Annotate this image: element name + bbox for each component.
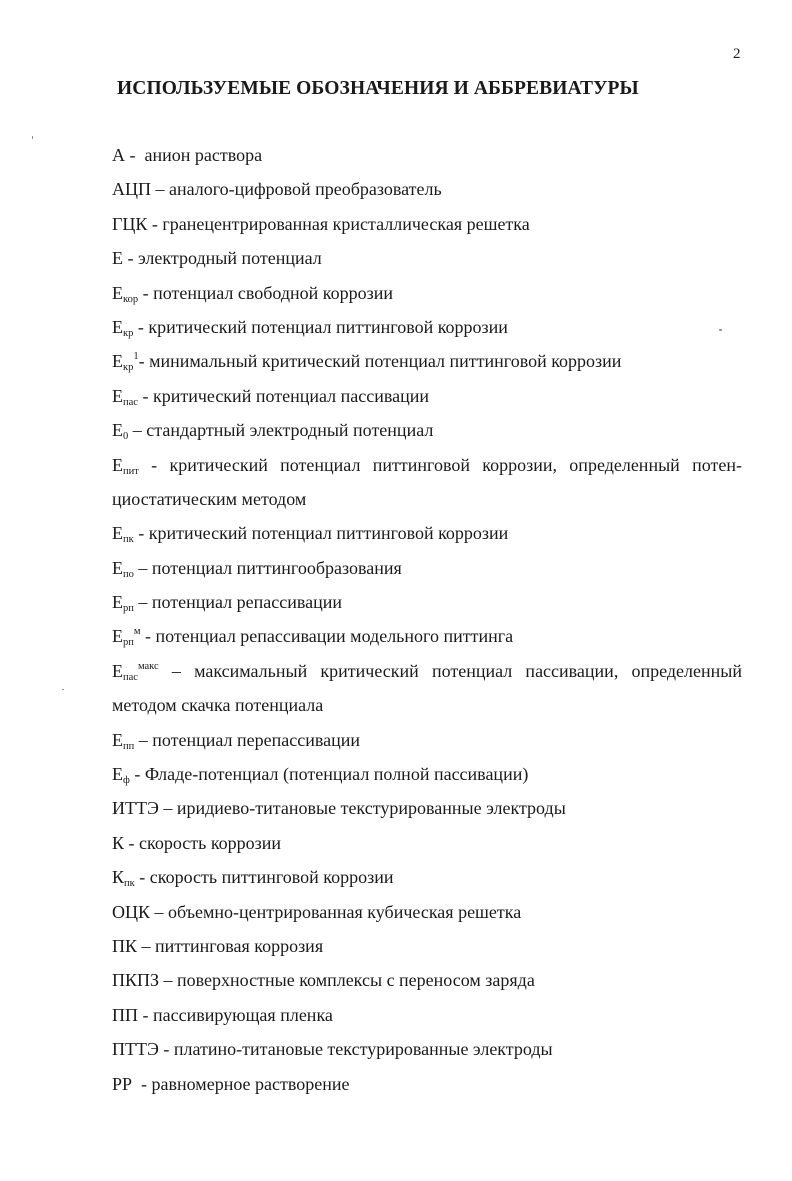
entry-separator: - <box>138 1004 153 1025</box>
entry-superscript: м <box>133 626 141 638</box>
entry-separator: - <box>124 832 140 853</box>
entry-superscript: 1 <box>133 351 139 363</box>
entry-subscript: рп <box>123 603 134 615</box>
entry-term: Е <box>112 316 123 337</box>
entry-term: Е <box>112 523 123 544</box>
entry-separator: – <box>159 970 178 991</box>
entry-definition: потенциал репассивации модельного питтинга <box>155 626 514 647</box>
entry-separator: - <box>123 248 138 269</box>
entry-subscript: пп <box>123 740 135 752</box>
entry-definition: Фладе-потенциал (потенциал полной пассивации) <box>144 764 529 785</box>
entry-separator: - <box>132 1073 152 1094</box>
entry-row <box>112 998 742 1032</box>
entry-term: Е <box>112 248 123 269</box>
entry-definition: потенциал питтингообразования <box>151 557 402 578</box>
entry-row <box>112 585 742 619</box>
entry-definition: потенциал перепассивации <box>152 729 361 750</box>
entry-term: Е <box>112 626 123 647</box>
entry-row <box>112 860 742 894</box>
scan-speck <box>32 136 33 139</box>
entry-row <box>112 344 742 378</box>
entry-term: К <box>112 832 125 853</box>
entry-separator: – <box>151 179 169 200</box>
entry-definition: питтинговая коррозия <box>155 935 324 956</box>
entry-row <box>112 551 742 585</box>
entry-row <box>112 138 742 172</box>
entry-separator: – <box>137 935 156 956</box>
entry-term: Е <box>112 764 123 785</box>
entry-term: Е <box>112 557 123 578</box>
entry-term: Е <box>112 729 123 750</box>
entry-separator: - <box>125 145 140 165</box>
entry-term: Е <box>112 420 123 441</box>
entry-row <box>112 172 742 206</box>
entry-separator: – <box>128 420 147 441</box>
entry-separator: - <box>134 867 150 888</box>
entry-row <box>112 757 742 791</box>
entry-definition: критический потенциал питтинговой коррозии, определенный потен- <box>169 454 742 475</box>
entry-subscript: по <box>123 568 134 580</box>
entry-separator: - <box>138 454 170 475</box>
entry-definition: стандартный электродный потенциал <box>146 420 434 441</box>
entry-definition: платино-титановые текстурированные электроды <box>173 1039 553 1060</box>
scan-speck <box>62 689 64 690</box>
entry-definition: объемно-центрированная кубическая решетка <box>168 901 522 922</box>
entry-term: ИТТЭ <box>112 798 159 819</box>
entry-separator: - <box>138 282 154 303</box>
entry-separator: – <box>134 729 153 750</box>
entry-term: Е <box>112 660 123 681</box>
entry-row <box>112 516 742 550</box>
entry-subscript: кр <box>123 362 134 374</box>
entry-row <box>112 895 742 929</box>
entry-continuation <box>112 688 742 722</box>
entry-term: ПК <box>112 935 138 956</box>
entry-definition: критический потенциал пассивации <box>152 385 429 406</box>
entry-term: ОЦК <box>112 901 151 922</box>
entry-term: Е <box>112 385 123 406</box>
entry-row <box>112 413 742 447</box>
abbreviation-list <box>112 138 742 1101</box>
entry-term: РР <box>112 1073 133 1094</box>
entry-subscript: пк <box>124 878 135 890</box>
entry-term: Е <box>112 592 123 613</box>
entry-term: ГЦК <box>112 213 148 234</box>
entry-separator: – <box>158 798 177 819</box>
entry-separator: - <box>138 351 150 372</box>
entry-row <box>112 310 742 344</box>
entry-row <box>112 654 742 688</box>
entry-subscript: пит <box>123 465 139 477</box>
entry-term: Е <box>112 282 123 303</box>
entry-term: Е <box>112 454 123 475</box>
entry-separator: – <box>133 557 152 578</box>
entry-definition: иридиево-титановые текстурированные электроды <box>176 798 566 819</box>
entry-separator: - <box>137 385 153 406</box>
entry-definition-cont: циостатическим методом <box>112 488 307 509</box>
entry-subscript: пас <box>123 671 138 683</box>
entry-row <box>112 379 742 413</box>
entry-row <box>112 276 742 310</box>
entry-subscript: кор <box>123 293 139 305</box>
entry-row <box>112 826 742 860</box>
entry-definition: минимальный критический потенциал питтинговой коррозии <box>149 351 622 372</box>
entry-row <box>112 963 742 997</box>
entry-subscript: ф <box>123 775 130 787</box>
entry-definition: скорость питтинговой коррозии <box>149 867 394 888</box>
entry-subscript: рп <box>123 637 134 649</box>
entry-definition: потенциал репассивации <box>151 592 343 613</box>
entry-definition: равномерное растворение <box>151 1073 350 1094</box>
entry-separator: - <box>158 1039 174 1060</box>
page-title: ИСПОЛЬЗУЕМЫЕ ОБОЗНАЧЕНИЯ И АББРЕВИАТУРЫ <box>117 78 639 99</box>
entry-row <box>112 207 742 241</box>
entry-term: ПТТЭ <box>112 1039 159 1060</box>
entry-definition: анион раствора <box>140 145 263 165</box>
entry-continuation <box>112 482 742 516</box>
entry-separator: – <box>158 660 195 681</box>
entry-subscript: кр <box>123 327 134 339</box>
entry-separator: - <box>133 523 149 544</box>
entry-definition: пассивирующая пленка <box>153 1004 333 1025</box>
entry-term: АЦП <box>112 179 151 200</box>
entry-subscript: пк <box>123 534 134 546</box>
entry-term: ПКПЗ <box>112 970 160 991</box>
entry-definition: электродный потенциал <box>138 248 322 269</box>
entry-superscript: макс <box>137 660 159 672</box>
entry-separator: – <box>150 901 169 922</box>
entry-row <box>112 619 742 653</box>
entry-term: К <box>112 867 125 888</box>
entry-definition: критический потенциал питтинговой коррозии <box>148 523 509 544</box>
entry-term: А <box>112 145 125 165</box>
entry-row <box>112 241 742 275</box>
scan-speck <box>719 329 722 331</box>
page-number: 2 <box>733 46 741 62</box>
entry-definition: аналого-цифровой преобразователь <box>169 179 442 200</box>
entry-definition: скорость коррозии <box>139 832 282 853</box>
entry-subscript: пас <box>123 396 138 408</box>
entry-term: Е <box>112 351 123 372</box>
entry-separator: - <box>147 213 163 234</box>
entry-definition: потенциал свободной коррозии <box>153 282 393 303</box>
entry-definition-cont: методом скачка потенциала <box>112 695 324 716</box>
entry-separator: - <box>129 764 145 785</box>
entry-subscript: 0 <box>123 431 129 443</box>
entry-row <box>112 723 742 757</box>
entry-term: ПП <box>112 1004 138 1025</box>
entry-separator: – <box>133 592 152 613</box>
entry-definition: поверхностные комплексы с переносом заряда <box>177 970 535 991</box>
entry-separator: - <box>140 626 156 647</box>
entry-row <box>112 448 742 482</box>
entry-definition: критический потенциал питтинговой коррозии <box>148 316 508 337</box>
entry-row <box>112 929 742 963</box>
entry-row <box>112 791 742 825</box>
entry-row <box>112 1067 742 1101</box>
entry-separator: - <box>133 316 149 337</box>
entry-row <box>112 1032 742 1066</box>
entry-definition: максимальный критический потенциал пассивации, определенный <box>194 660 743 681</box>
entry-definition: гранецентрированная кристаллическая решетка <box>162 213 530 234</box>
